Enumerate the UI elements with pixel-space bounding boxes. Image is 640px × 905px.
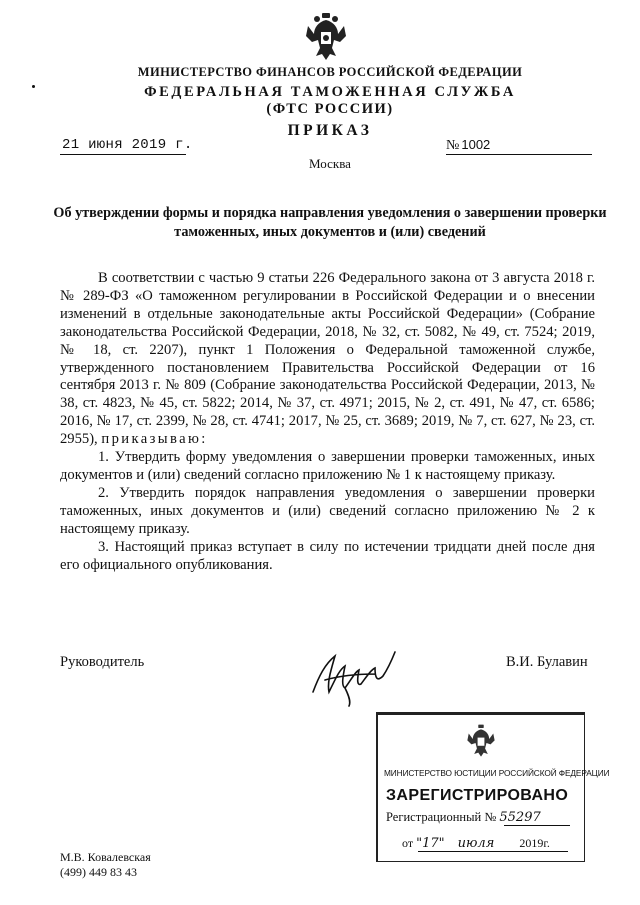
coat-of-arms-icon: [304, 12, 348, 62]
order-subject: Об утверждении формы и порядка направления уведомления о завершении проверки таможенных, иных документов и (или) сведений: [53, 205, 607, 240]
service-short-name: (ФТС РОССИИ): [266, 101, 394, 117]
order-word: приказываю:: [101, 431, 208, 448]
order-body: [60, 270, 595, 574]
document-type: ПРИКАЗ: [287, 122, 373, 139]
date-prefix: от: [402, 836, 414, 850]
stamp-reg-number: [386, 810, 541, 825]
item-3: 3. Настоящий приказ вступает в силу по истечении тридцати дней после дня его официального опубликования.: [60, 538, 595, 573]
stamp-emblem-icon: [466, 723, 496, 759]
date-underline: [418, 851, 568, 852]
reg-label: Регистрационный №: [386, 810, 497, 824]
stamp-date: [402, 836, 550, 851]
date-month: июля: [457, 836, 495, 851]
reg-number-underline: [504, 825, 570, 826]
service-name: ФЕДЕРАЛЬНАЯ ТАМОЖЕННАЯ СЛУЖБА: [144, 84, 516, 100]
city: Москва: [309, 156, 351, 171]
signer-name: В.И. Булавин: [506, 654, 588, 670]
item-2: 2. Утвердить порядок направления уведомления о завершении проверки таможенных, иных документов и (или) сведений согласно приложению № 2 к настоящему приказу.: [60, 484, 595, 537]
date-day: "17": [416, 836, 445, 851]
date-year: 2019г.: [519, 836, 550, 850]
order-date: 21 июня 2019 г.: [62, 137, 193, 153]
number-value: 1002: [461, 137, 491, 152]
number-prefix: №: [446, 138, 460, 153]
executor-phone: (499) 449 83 43: [60, 865, 137, 879]
executor-name: М.В. Ковалевская: [60, 850, 151, 864]
signer-role: Руководитель: [60, 654, 145, 670]
executor-block: [60, 850, 151, 880]
stamp-ministry: МИНИСТЕРСТВО ЮСТИЦИИ РОССИЙСКОЙ ФЕДЕРАЦИИ: [384, 768, 610, 778]
reg-number-value: 55297: [499, 810, 541, 825]
preamble-paragraph: [60, 270, 595, 449]
date-underline: [60, 154, 186, 155]
ministry-name: МИНИСТЕРСТВО ФИНАНСОВ РОССИЙСКОЙ ФЕДЕРАЦИИ: [137, 65, 523, 79]
stamp-registered: ЗАРЕГИСТРИРОВАНО: [386, 787, 569, 804]
item-1: 1. Утвердить форму уведомления о завершении проверки таможенных, иных документов и (или) сведений согласно приложению № 1 к настоящему приказу.: [60, 449, 595, 483]
number-underline: [446, 154, 592, 155]
registration-stamp: [376, 712, 610, 862]
order-number: [446, 137, 490, 154]
preamble-text: В соответствии с частью 9 статьи 226 Федерального закона от 3 августа 2018 г. № 289-ФЗ «О таможенном регулировании в Российской Федерации и о внесении изменений в отдельные законодательные акты Российской Федерации» (Собрание законодательства Российской Федерации, 2018, № 32, ст. 5082, № 49, ст. 7524; 2019, № 18, ст. 2207), пункт 1 Положения о Федеральной таможенной службе, утвержденного постановлением Правительства Российской Федерации от 16 сентября 2013 г. № 809 (Собрание законодательства Российской Федерации, 2013, № 38, ст. 4823, № 45, ст. 5822; 2014, № 37, ст. 4971; 2015, № 2, ст. 491, № 47, ст. 6586; 2016, № 17, ст. 2399, № 28, ст. 4741; 2017, № 25, ст. 3689; 2019, № 7, ст. 627, № 23, ст. 2955),: [60, 270, 595, 448]
handwritten-signature: [305, 640, 400, 710]
